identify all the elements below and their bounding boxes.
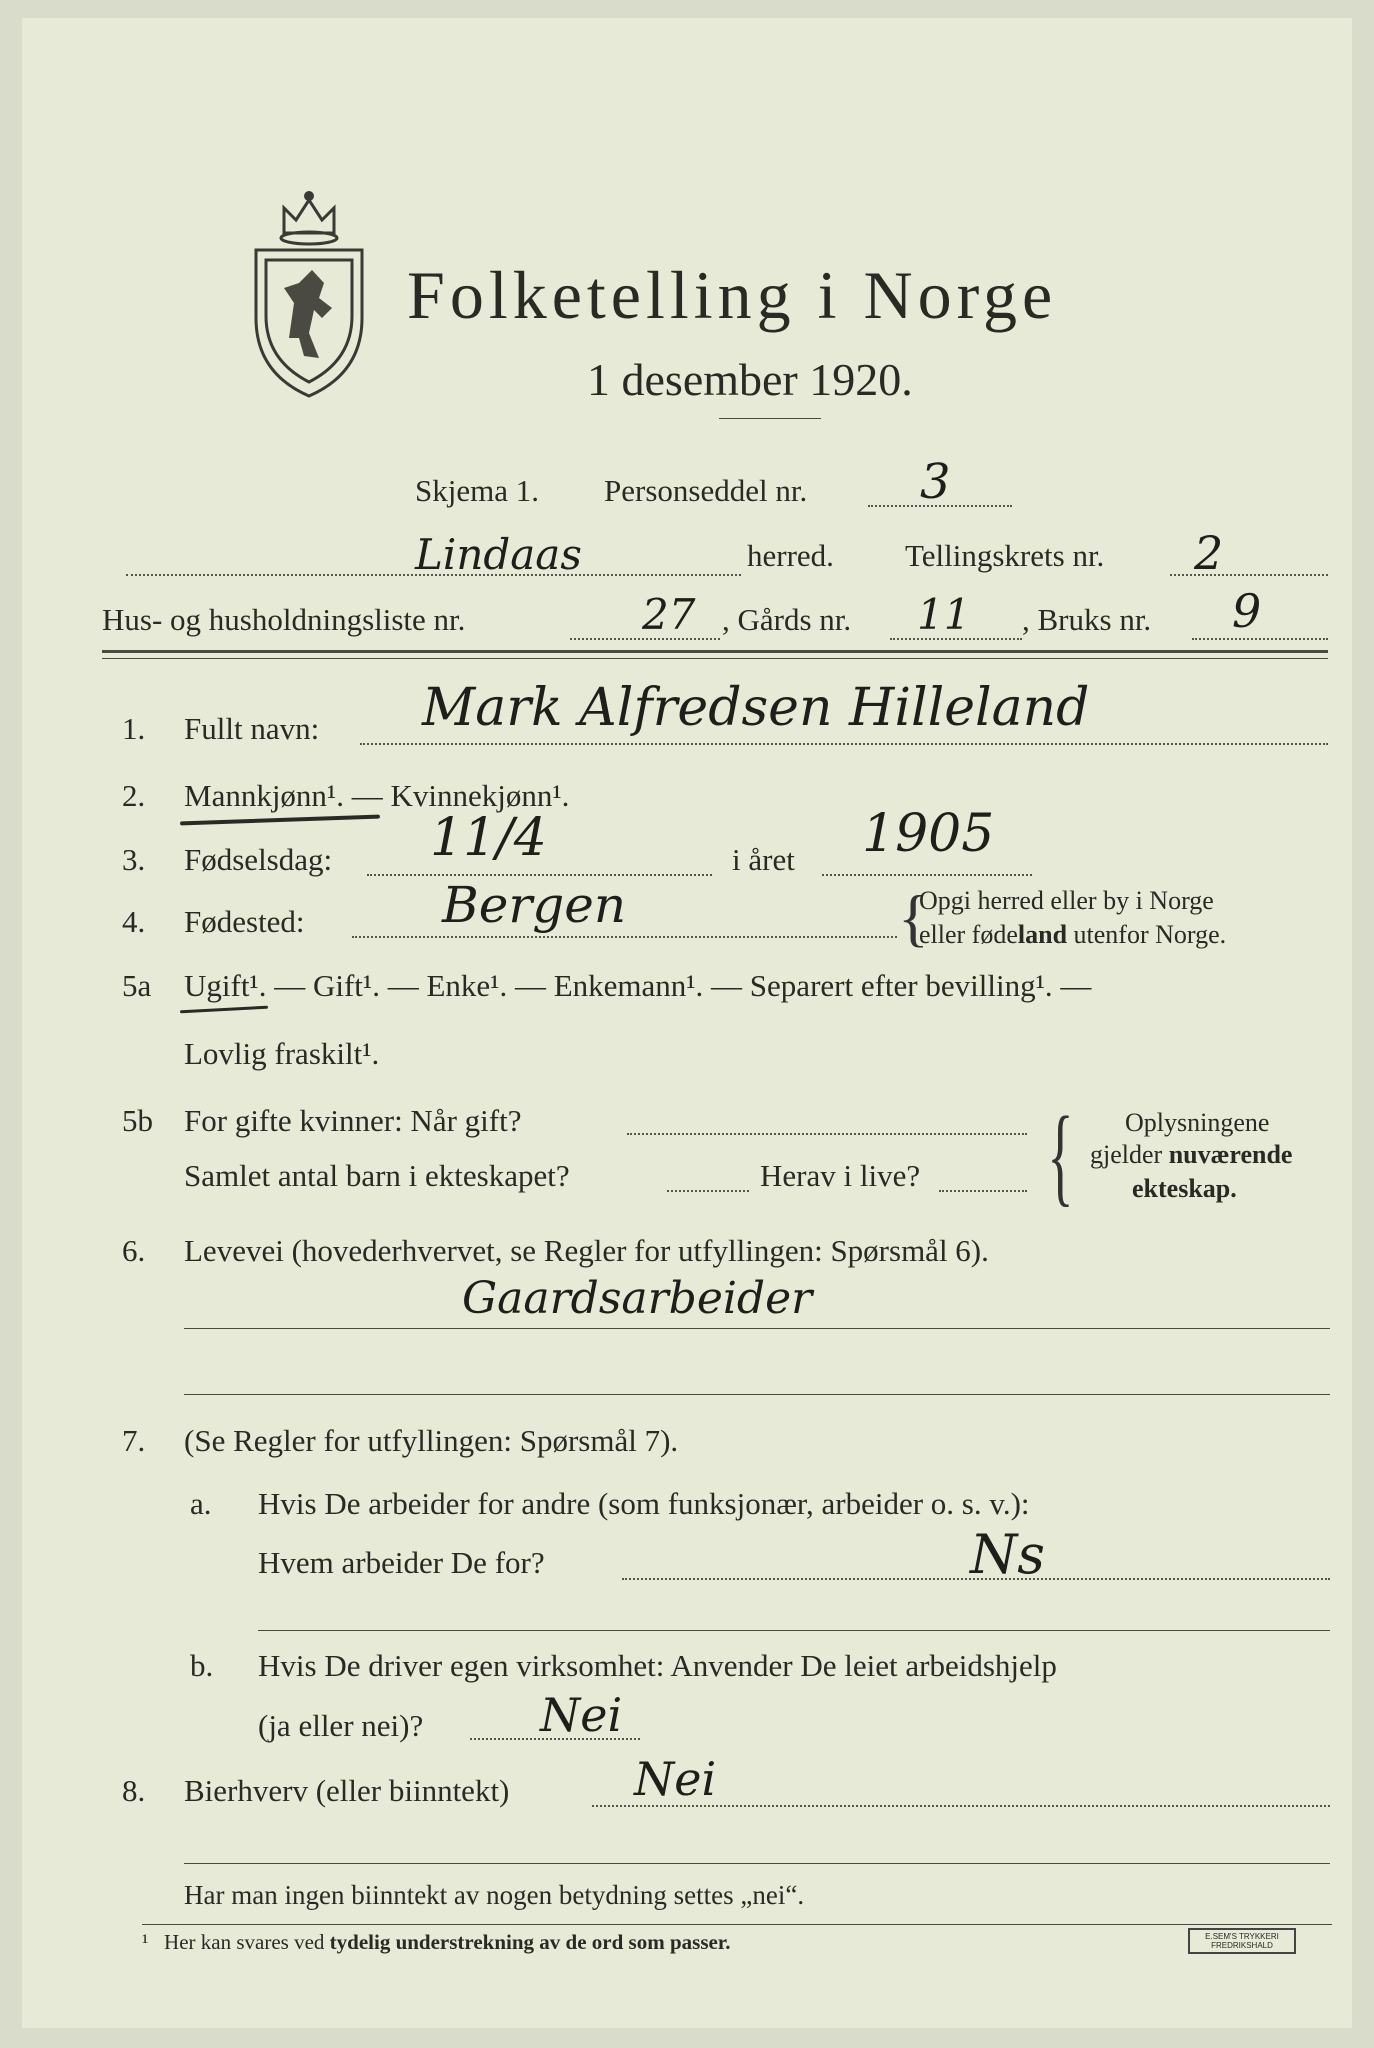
q6-number: 6. xyxy=(122,1233,146,1268)
marital-status-options-2: Lovlig fraskilt¹. xyxy=(184,1036,380,1071)
q5b-note-2a: gjelder xyxy=(1090,1140,1169,1169)
herred-value: Lindaas xyxy=(415,530,582,579)
q5b-note-line-1: Oplysningene xyxy=(1125,1108,1270,1137)
norway-coat-of-arms-icon xyxy=(244,188,374,403)
gards-label: , Gårds nr. xyxy=(722,602,852,637)
hired-help-value: Nei xyxy=(540,1688,623,1742)
census-form xyxy=(22,18,1352,2028)
q4-note-line-1: Opgi herred eller by i Norge xyxy=(919,886,1214,915)
tellingskrets-label: Tellingskrets nr. xyxy=(905,538,1105,573)
bruks-value: 9 xyxy=(1232,584,1262,638)
q5b-note-line-2 xyxy=(1090,1140,1292,1170)
q4-note-line-2 xyxy=(919,920,1226,950)
children-field[interactable] xyxy=(667,1190,749,1192)
birthdate-value: 11/4 xyxy=(430,808,547,868)
side-income-field-2[interactable] xyxy=(184,1863,1330,1864)
birthyear-field[interactable] xyxy=(822,874,1032,876)
gender-options: Mannkjønn¹. — Kvinnekjønn¹. xyxy=(184,778,570,813)
q1-number: 1. xyxy=(122,711,146,746)
personseddel-label: Personseddel nr. xyxy=(604,473,808,508)
employer-field-2[interactable] xyxy=(258,1630,1330,1631)
stamp-line-2: FREDRIKSHALD xyxy=(1211,1941,1273,1950)
birthplace-value: Bergen xyxy=(442,876,627,934)
footnote xyxy=(142,1930,730,1955)
q7b-letter: b. xyxy=(190,1648,214,1683)
q4-label: Fødested: xyxy=(184,904,305,939)
header-divider xyxy=(102,650,1328,653)
employer-value: Ns xyxy=(970,1523,1045,1586)
title-divider xyxy=(719,418,821,419)
footnote-b: tydelig understrekning av de ord som passer. xyxy=(329,1930,731,1954)
married-date-field[interactable] xyxy=(627,1133,1027,1135)
q4-note-2a: eller føde xyxy=(919,920,1018,949)
side-income-value: Nei xyxy=(634,1752,717,1806)
bruks-field[interactable] xyxy=(1192,638,1328,640)
full-name-value: Mark Alfredsen Hilleland xyxy=(422,678,1090,738)
occupation-value: Gaardsarbeider xyxy=(462,1273,813,1324)
census-date: 1 desember 1920. xyxy=(587,354,913,405)
occupation-field-2[interactable] xyxy=(184,1394,1330,1395)
q3-year-label: i året xyxy=(732,842,795,877)
skjema-label: Skjema 1. xyxy=(415,473,539,508)
q7a-letter: a. xyxy=(190,1486,212,1521)
header-divider-2 xyxy=(102,658,1328,659)
birthyear-value: 1905 xyxy=(862,804,995,864)
printer-stamp xyxy=(1188,1928,1296,1954)
q3-label: Fødselsdag: xyxy=(184,842,333,877)
gender-underline-mark xyxy=(180,815,380,826)
gards-value: 11 xyxy=(917,590,971,639)
q3-number: 3. xyxy=(122,842,146,877)
q5b-note-line-3: ekteskap. xyxy=(1132,1174,1237,1203)
stamp-line-1: E.SEM'S TRYKKERI xyxy=(1205,1932,1279,1941)
q7-number: 7. xyxy=(122,1423,146,1458)
q5a-number: 5a xyxy=(122,968,152,1003)
q6-text: Levevei (hovederhvervet, se Regler for utfyllingen: Spørsmål 6). xyxy=(184,1233,989,1268)
q4-number: 4. xyxy=(122,904,146,939)
ugift-underline-mark xyxy=(180,1006,268,1014)
q5b-alive: Herav i live? xyxy=(760,1158,921,1193)
q5b-note-2b: nuværende xyxy=(1168,1140,1293,1169)
q7a-text-2: Hvem arbeider De for? xyxy=(258,1545,545,1580)
full-name-field[interactable] xyxy=(360,743,1328,745)
q8-number: 8. xyxy=(122,1773,146,1808)
q5b-brace: { xyxy=(1047,1094,1074,1216)
footer-divider xyxy=(142,1924,1332,1925)
q1-label: Fullt navn: xyxy=(184,711,320,746)
footer-note: Har man ingen biinntekt av nogen betydning settes „nei“. xyxy=(184,1880,805,1910)
occupation-field[interactable] xyxy=(184,1328,1330,1329)
hus-value: 27 xyxy=(642,590,696,639)
q4-note-2c: utenfor Norge. xyxy=(1067,920,1227,949)
tellingskrets-value: 2 xyxy=(1194,526,1224,580)
q4-note-2b: land xyxy=(1017,920,1068,949)
q7b-text: Hvis De driver egen virksomhet: Anvender De leiet arbeidshjelp xyxy=(258,1648,1057,1683)
q5b-number: 5b xyxy=(122,1103,153,1138)
birthplace-field[interactable] xyxy=(352,936,897,938)
q5b-when-married: For gifte kvinner: Når gift? xyxy=(184,1103,522,1138)
q5b-children: Samlet antal barn i ekteskapet? xyxy=(184,1158,570,1193)
hus-label: Hus- og husholdningsliste nr. xyxy=(102,602,466,637)
footnote-number: ¹ xyxy=(142,1930,149,1954)
bruks-label: , Bruks nr. xyxy=(1022,602,1152,637)
footnote-a: Her kan svares ved xyxy=(164,1930,330,1954)
personseddel-value: 3 xyxy=(920,454,951,510)
q7a-text: Hvis De arbeider for andre (som funksjonær, arbeider o. s. v.): xyxy=(258,1486,1030,1521)
herred-label: herred. xyxy=(747,538,834,573)
q7-text: (Se Regler for utfyllingen: Spørsmål 7). xyxy=(184,1423,679,1458)
alive-field[interactable] xyxy=(939,1190,1027,1192)
page-title: Folketelling i Norge xyxy=(407,257,1058,333)
q2-number: 2. xyxy=(122,778,146,813)
q8-text: Bierhverv (eller biinntekt) xyxy=(184,1773,510,1808)
marital-status-options: Ugift¹. — Gift¹. — Enke¹. — Enkemann¹. — Separert efter bevilling¹. — xyxy=(184,968,1092,1003)
q7b-text-2: (ja eller nei)? xyxy=(258,1708,424,1743)
q4-brace: { xyxy=(898,882,929,953)
